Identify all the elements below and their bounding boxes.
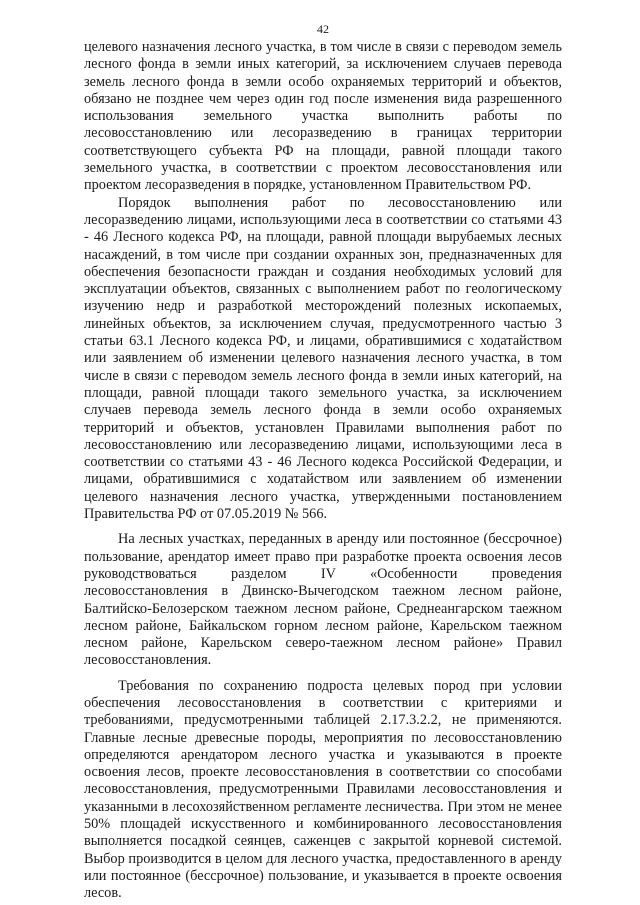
paragraph-undergrowth-requirements: Требования по сохранению подроста целевых пород при условии обеспечения лесовосстановления в соответствии с критериями и требованиями, предусмотренными таблицей 2.17.3.2.2, не применяются. Главные лесные древесные породы, мероприятия по лесовосстановлению определяются арендатором лесного участка и указываются в проекте освоения лесов, проекте лесовосстановления в соответствии со способами лесовосстановления, предусмотренными Правилами лесовосстановления и указанными в лесохозяйственном регламенте лесничества. При этом не менее 50% площадей искусственного и комбинированного лесовосстановления выполняется посадкой сеянцев, саженцев с закрытой корневой системой. Выбор производится в целом для лесного участка, предоставленного в аренду или постоянное (бессрочное) пользование, и указывается в проекте освоения лесов. xyxy=(84,677,562,902)
page-number: 42 xyxy=(317,22,329,36)
paragraph-reforestation-procedure: Порядок выполнения работ по лесовосстановлению или лесоразведению лицами, использующими леса в соответствии со статьями 43 - 46 Лесного кодекса РФ, на площади, равной площади вырубаемых лесных насаждений, в том числе при создании охранных зон, предназначенных для обеспечения безопасности граждан и создания необходимых условий для эксплуатации объектов, связанных с выполнением работ по геологическому изучению недр и разработкой месторождений полезных ископаемых, линейных объектов, за исключением случая, предусмотренного частью 3 статьи 63.1 Лесного кодекса РФ, и лицами, обратившимися с ходатайством или заявлением об изменении целевого назначения лесного участка, в том числе в связи с переводом земель лесного фонда в земли иных категорий, на площади, равной площади такого земельного участка, за исключением случаев перевода земель лесного фонда в земли особо охраняемых территорий и объектов, установлен Правилами выполнения работ по лесовосстановлению или лесоразведению лицами, использующими леса в соответствии со статьями 43 - 46 Лесного кодекса Российской Федерации, и лицами, обратившимися с ходатайством или заявлением об изменении целевого назначения лесного участка, утвержденными постановлением Правительства РФ от 07.05.2019 № 566. xyxy=(84,194,562,523)
paragraph-leased-plots: На лесных участках, переданных в аренду или постоянное (бессрочное) пользование, арендатор имеет право при разработке проекта освоения лесов руководствоваться разделом IV «Особенности проведения лесовосстановления в Двинско-Вычегодском таежном лесном районе, Балтийско-Белозерском таежном лесном районе, Среднеангарском таежном лесном районе, Байкальском горном лесном районе, Карельском таежном лесном районе, Карельском северо-таежном лесном районе» Правил лесовосстановления. xyxy=(84,531,562,669)
paragraph-continued: целевого назначения лесного участка, в том числе в связи с переводом земель лесного фонда в земли иных категорий, за исключением случаев перевода земель лесного фонда в земли особо охраняемых территорий и объектов, обязано не позднее чем через один год после изменения вида разрешенного использования земельного участка выполнить работы по лесовосстановлению или лесоразведению в границах территории соответствующего субъекта РФ на площади, равной площади такого земельного участка, в соответствии с проектом лесовосстановления или проектом лесоразведения в порядке, установленном Правительством РФ. xyxy=(84,39,562,194)
